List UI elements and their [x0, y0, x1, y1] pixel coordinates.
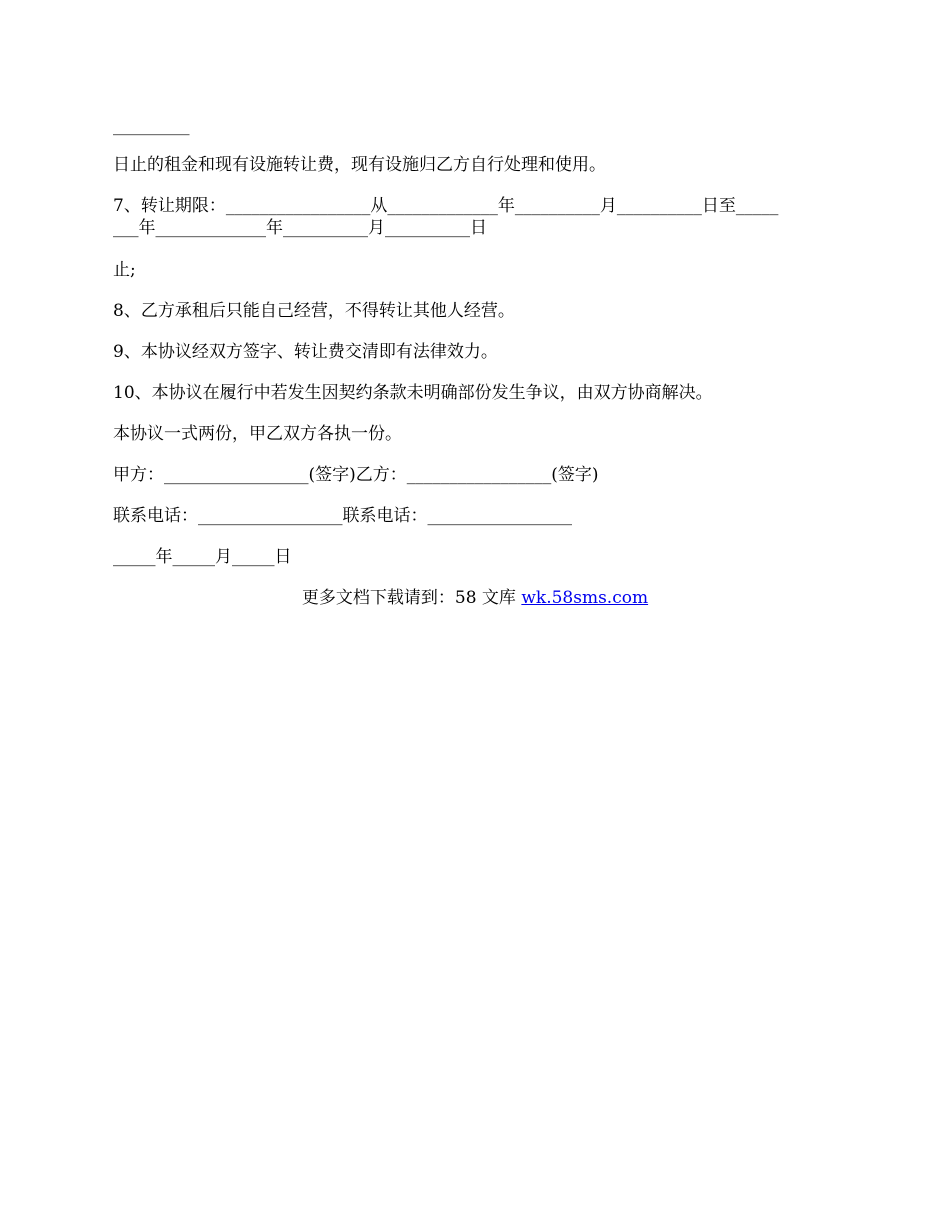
- blank-line-top: _________: [113, 116, 190, 136]
- footer-text: 更多文档下载请到：58 文库: [301, 588, 522, 608]
- paragraph-7-end: 止;: [113, 260, 136, 280]
- date-line: _____年_____月_____日: [113, 547, 292, 567]
- paragraph-rent-transfer-fee: 日止的租金和现有设施转让费，现有设施归乙方自行处理和使用。: [113, 155, 606, 175]
- paragraph-7-transfer-period-cont: ___年_____________年__________月__________日: [113, 218, 487, 238]
- phone-line: 联系电话：_________________联系电话：_________________: [113, 506, 572, 526]
- signature-line: 甲方：_________________(签字)乙方：_________________(签字): [113, 465, 599, 485]
- paragraph-7-transfer-period: 7、转让期限：_________________从_____________年__________月__________日至_____: [113, 196, 779, 216]
- paragraph-8: 8、乙方承租后只能自己经营，不得转让其他人经营。: [113, 301, 515, 321]
- footer-link[interactable]: wk.58sms.com: [521, 588, 649, 608]
- footer: [0, 587, 950, 609]
- paragraph-copies: 本协议一式两份，甲乙双方各执一份。: [113, 424, 402, 444]
- paragraph-10: 10、本协议在履行中若发生因契约条款未明确部份发生争议，由双方协商解决。: [113, 383, 713, 403]
- paragraph-9: 9、本协议经双方签字、转让费交清即有法律效力。: [113, 342, 498, 362]
